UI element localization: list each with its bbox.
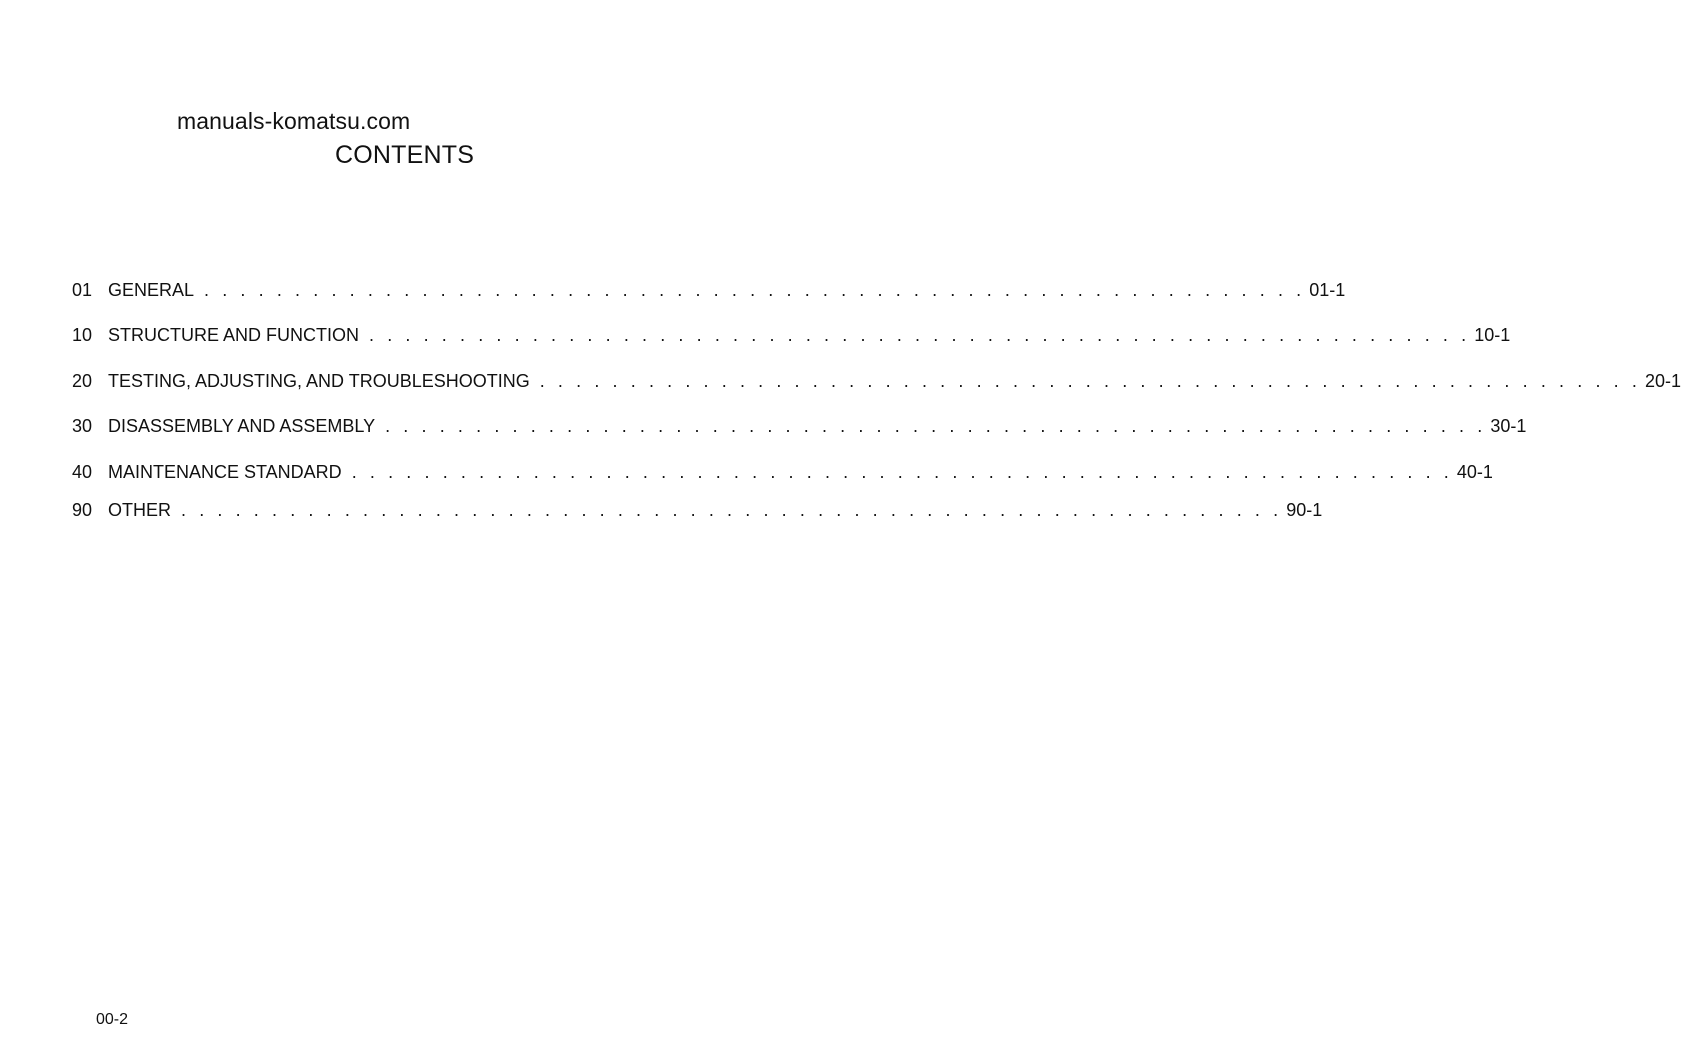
- toc-section-number: 30: [72, 416, 93, 436]
- toc-section-number: 40: [72, 462, 93, 482]
- toc-entry-other[interactable]: [72, 500, 1323, 522]
- toc-section-title: GENERAL: [108, 280, 195, 300]
- dot-leader: . . . . . . . . . . . . . . . . . . . . . . . . . . . . . . . . . . . . . . . . . . . . . . . . . . . . . . . . . . . . .: [204, 280, 1306, 300]
- toc-section-title: TESTING, ADJUSTING, AND TROUBLESHOOTING: [108, 371, 530, 391]
- dot-leader: . . . . . . . . . . . . . . . . . . . . . . . . . . . . . . . . . . . . . . . . . . . . . . . . . . . . . . . . . . . . .: [369, 325, 1471, 345]
- toc-section-title: STRUCTURE AND FUNCTION: [108, 325, 359, 345]
- toc-entry-general[interactable]: [72, 280, 1346, 302]
- toc-entry-structure-and-function[interactable]: [72, 325, 1511, 347]
- toc-section-number: 20: [72, 371, 93, 391]
- dot-leader: . . . . . . . . . . . . . . . . . . . . . . . . . . . . . . . . . . . . . . . . . . . . . . . . . . . . . . . . . . . . .: [351, 462, 1453, 482]
- footer-page-number: 00-2: [96, 1011, 129, 1028]
- toc-section-number: 01: [72, 280, 93, 300]
- toc-page-number: 20-1: [1644, 371, 1681, 391]
- toc-entry-testing-adjusting[interactable]: [72, 371, 1681, 393]
- toc-page-number: 01-1: [1309, 280, 1346, 300]
- dot-leader: . . . . . . . . . . . . . . . . . . . . . . . . . . . . . . . . . . . . . . . . . . . . . . . . . . . . . . . . . . . . .: [539, 371, 1641, 391]
- toc-page-number: 40-1: [1456, 462, 1493, 482]
- page-title: CONTENTS: [335, 141, 475, 169]
- toc-section-number: 10: [72, 325, 93, 345]
- watermark-text: manuals-komatsu.com: [177, 108, 411, 134]
- toc-page-number: 30-1: [1490, 416, 1527, 436]
- toc-page-number: 10-1: [1474, 325, 1511, 345]
- toc-section-number: 90: [72, 500, 93, 520]
- dot-leader: . . . . . . . . . . . . . . . . . . . . . . . . . . . . . . . . . . . . . . . . . . . . . . . . . . . . . . . . . . . . .: [181, 500, 1283, 520]
- toc-section-title: OTHER: [108, 500, 171, 520]
- toc-section-title: DISASSEMBLY AND ASSEMBLY: [108, 416, 376, 436]
- toc-page-number: 90-1: [1286, 500, 1323, 520]
- toc-entry-disassembly-and-assembly[interactable]: [72, 416, 1527, 438]
- toc-section-title: MAINTENANCE STANDARD: [108, 462, 342, 482]
- dot-leader: . . . . . . . . . . . . . . . . . . . . . . . . . . . . . . . . . . . . . . . . . . . . . . . . . . . . . . . . . . . . .: [385, 416, 1487, 436]
- toc-entry-maintenance-standard[interactable]: [72, 462, 1493, 484]
